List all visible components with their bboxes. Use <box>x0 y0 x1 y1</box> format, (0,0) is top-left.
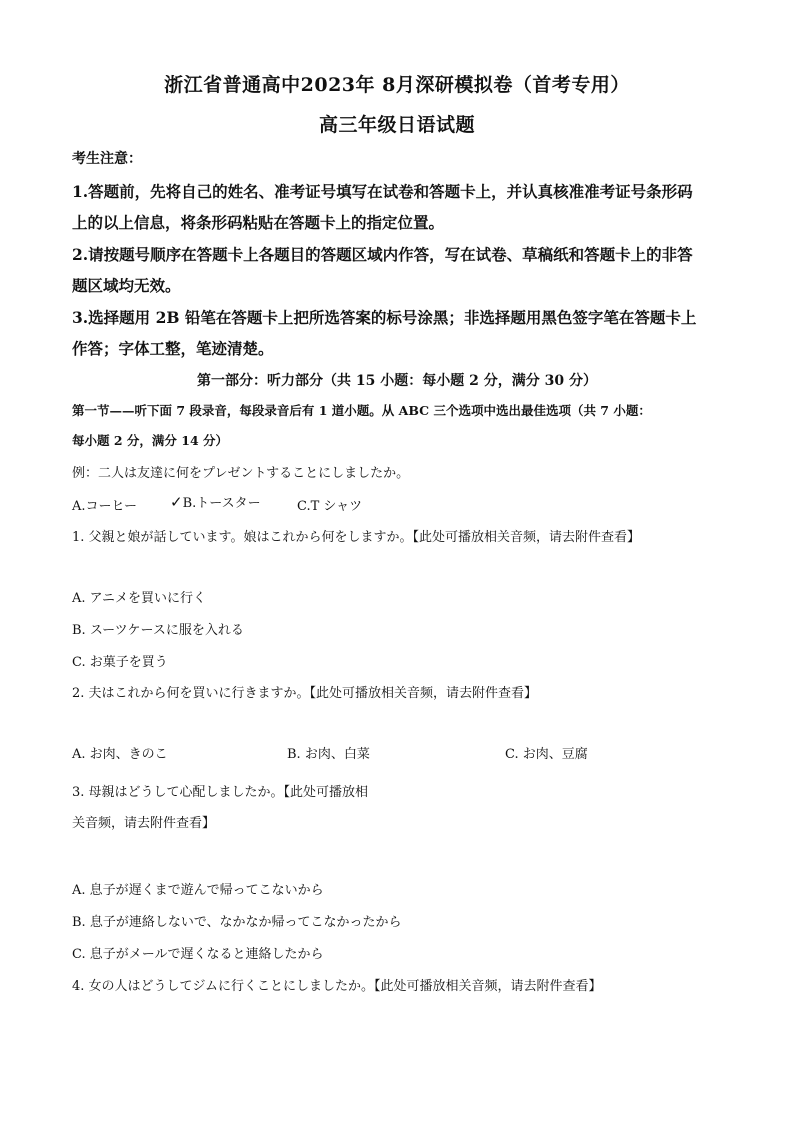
example-option-b: B.トースター <box>182 496 261 511</box>
notice-item-1-line-1: 1.答题前，先将自己的姓名、准考证号填写在试卷和答题卡上，并认真核准准考证号条形码 <box>72 182 693 201</box>
q2-option-b: B. お肉、白菜 <box>287 747 370 762</box>
q3-option-a: A. 息子が遅くまで遊んで帰ってこないから <box>72 883 324 898</box>
notice-item-2-line-2: 题区域均无效。 <box>72 276 181 295</box>
q3-option-b: B. 息子が連絡しないで、なかなか帰ってこなかったから <box>72 915 402 930</box>
notice-item-3-line-2: 作答；字体工整，笔迹清楚。 <box>72 339 274 358</box>
q2-option-c: C. お肉、豆腐 <box>505 747 588 762</box>
q3-question-line-1: 3. 母親はどうして心配しましたか。【此处可播放相 <box>72 785 369 800</box>
q1-question: 1. 父親と娘が話しています。娘はこれから何をしますか。【此处可播放相关音频，请去附件查看】 <box>72 530 640 545</box>
check-mark-icon: ✓ <box>170 493 183 511</box>
section1-instruction-line-1: 第一节——听下面 7 段录音，每段录音后有 1 道小题。从 ABC 三个选项中选出最佳选项（共 7 小题： <box>72 403 651 418</box>
section1-instruction-line-2: 每小题 2 分，满分 14 分） <box>72 433 229 448</box>
exam-subtitle: 高三年级日语试题 <box>318 114 475 136</box>
example-option-c: C.T シャツ <box>297 499 363 514</box>
notice-item-1-line-2: 上的以上信息，将条形码粘贴在答题卡上的指定位置。 <box>72 213 445 232</box>
notice-heading: 考生注意： <box>72 151 142 167</box>
q3-option-c: C. 息子がメールで遅くなると連絡したから <box>72 947 324 962</box>
q2-question: 2. 夫はこれから何を買いに行きますか。【此处可播放相关音频，请去附件查看】 <box>72 686 538 701</box>
q1-option-a: A. アニメを買いに行く <box>72 591 207 606</box>
q2-option-a: A. お肉、きのこ <box>72 747 168 762</box>
example-option-b-group <box>170 492 261 511</box>
q3-question-line-2: 关音频，请去附件查看】 <box>72 816 216 831</box>
part1-heading: 第一部分：听力部分（共 15 小题：每小题 2 分，满分 30 分） <box>197 373 597 389</box>
q1-option-c: C. お菓子を買う <box>72 655 168 670</box>
notice-item-2-line-1: 2.请按题号顺序在答题卡上各题目的答题区域内作答，写在试卷、草稿纸和答题卡上的非答 <box>72 245 693 264</box>
q1-option-b: B. スーツケースに服を入れる <box>72 623 244 638</box>
notice-item-3-line-1: 3.选择题用 2B 铅笔在答题卡上把所选答案的标号涂黑；非选择题用黑色签字笔在答题卡上 <box>72 308 697 327</box>
example-option-a: A.コーヒー <box>72 499 138 514</box>
example-question: 例：二人は友達に何をプレゼントすることにしましたか。 <box>72 466 410 481</box>
exam-title: 浙江省普通高中2023年 8月深研模拟卷（首考专用） <box>164 74 630 96</box>
q4-question: 4. 女の人はどうしてジムに行くことにしましたか。【此处可播放相关音频，请去附件查看】 <box>72 979 602 994</box>
